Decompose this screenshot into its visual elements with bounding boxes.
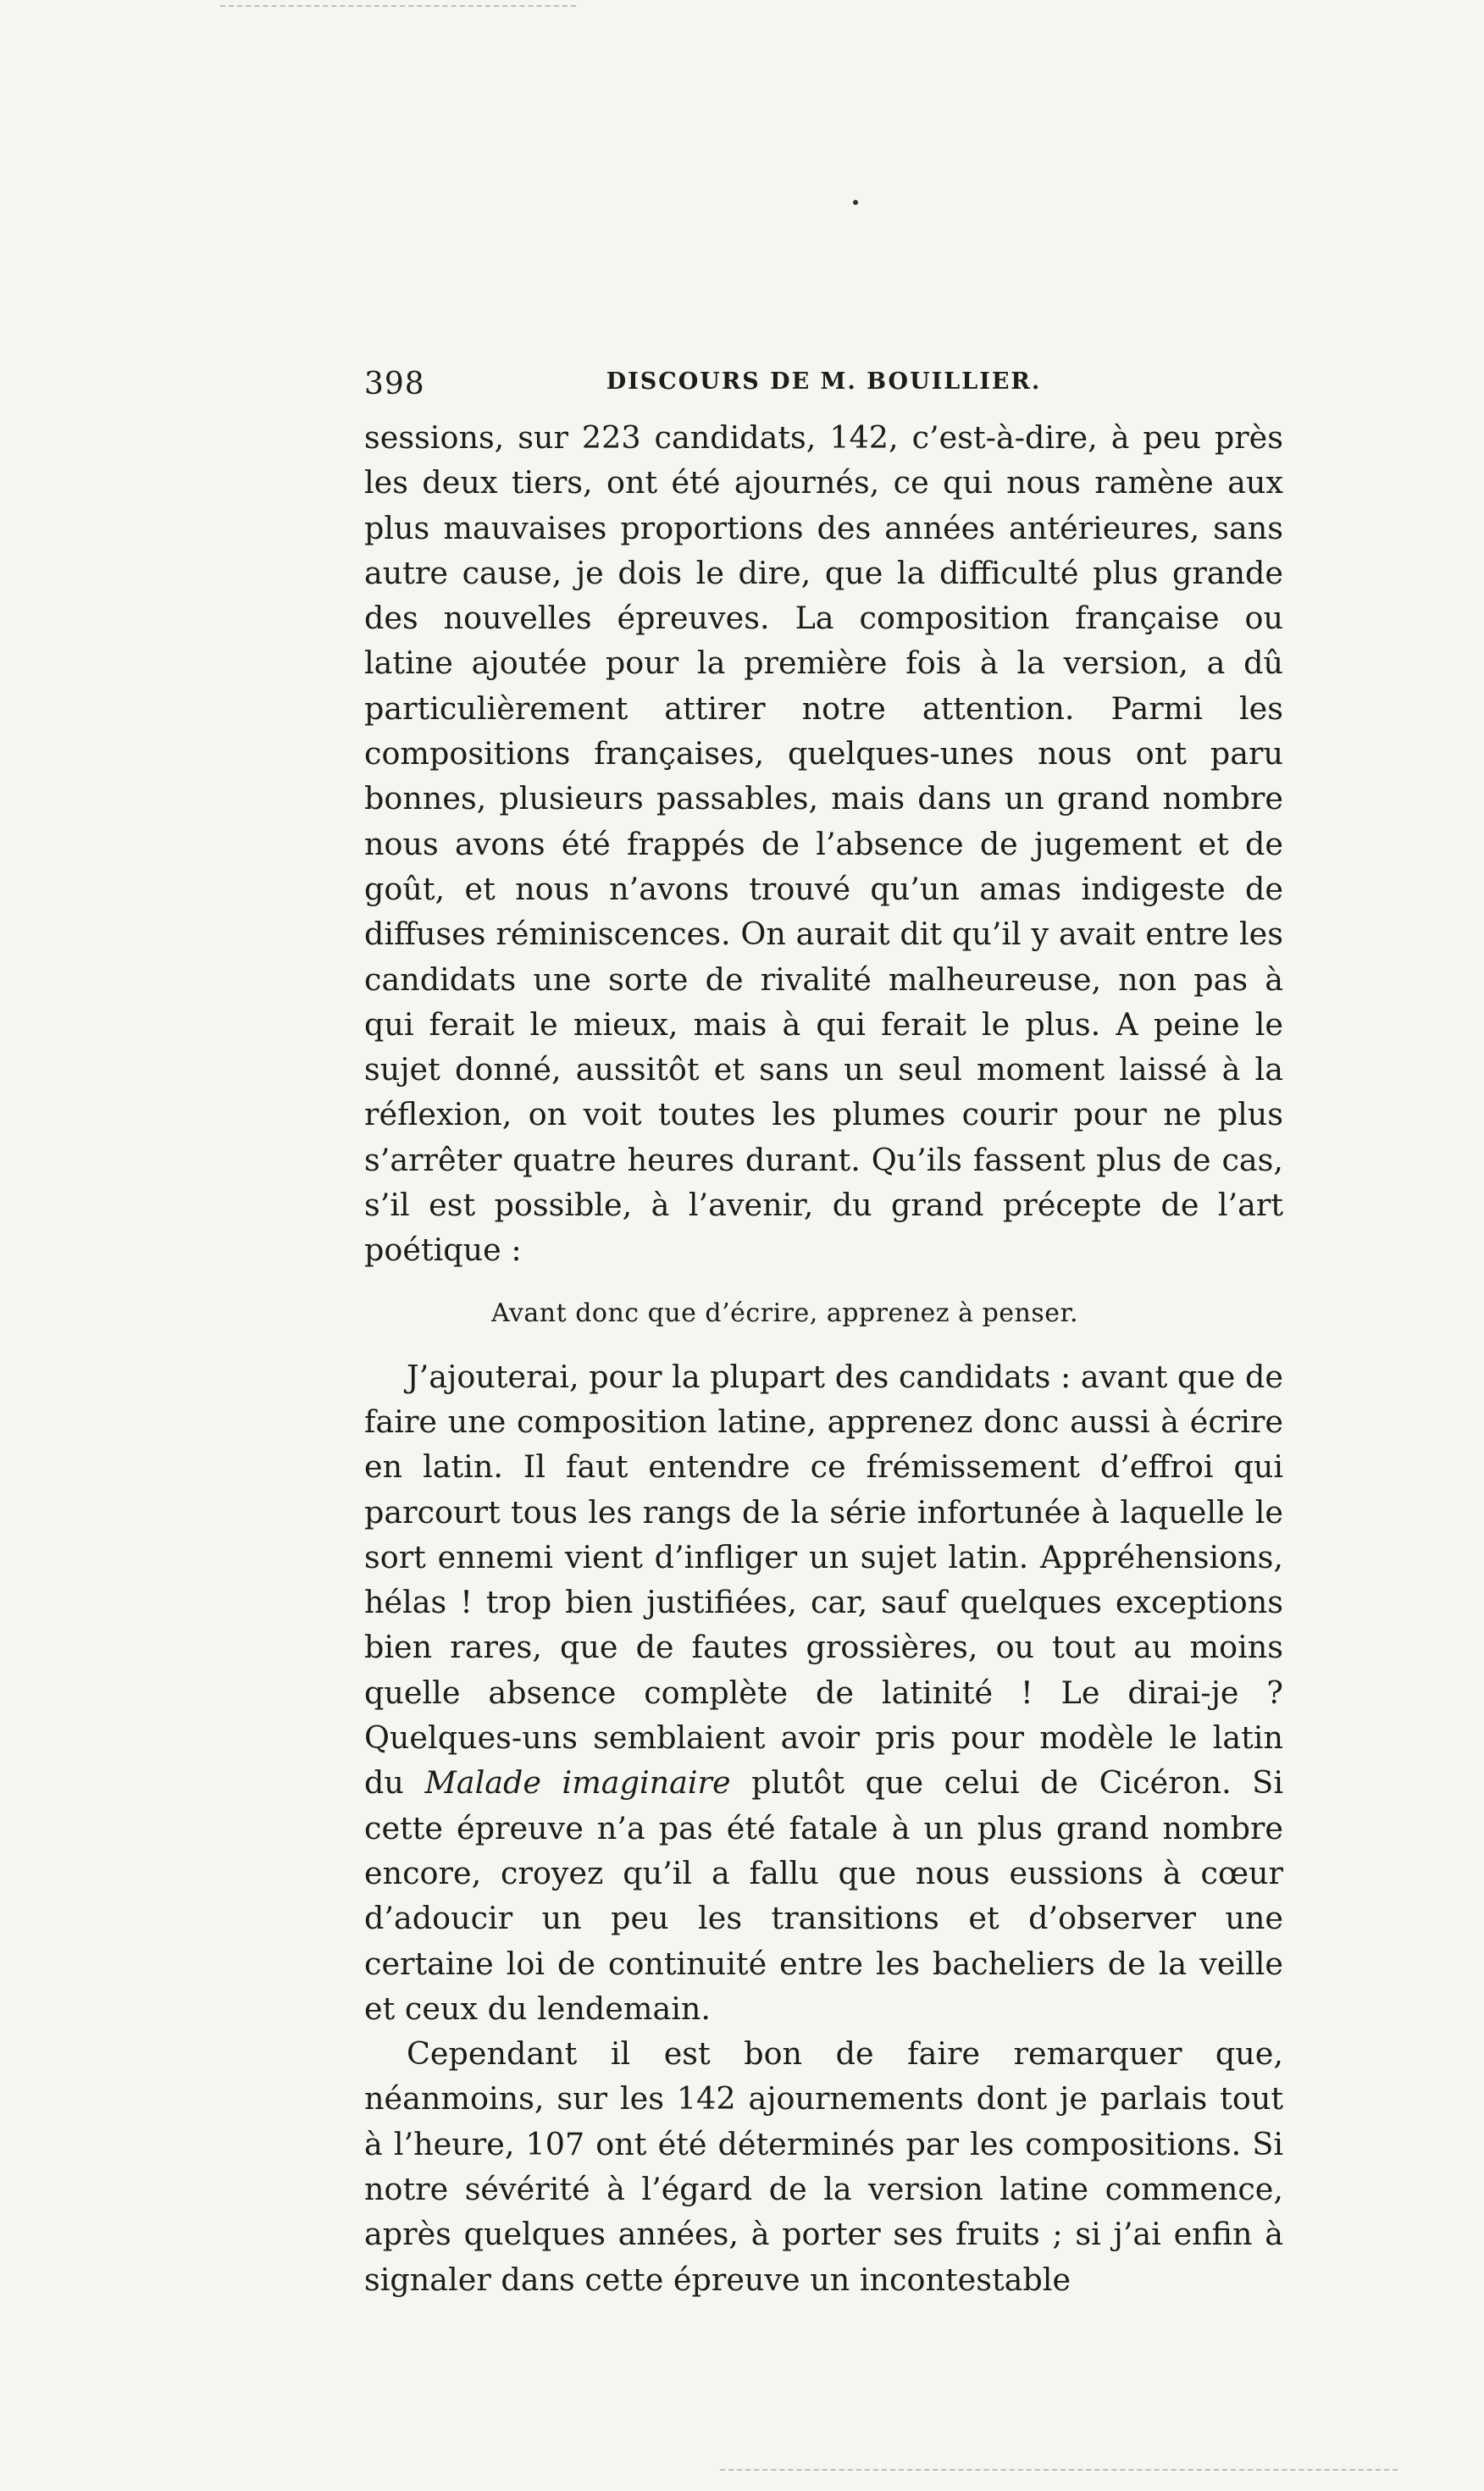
scan-edge-marks-top [220, 5, 576, 10]
page-number: 398 [364, 367, 425, 401]
page-header [364, 367, 1283, 409]
scan-speck [853, 200, 858, 205]
paragraph-2-text-b: plutôt que celui de Cicéron. Si cette épreuve n’a pas été fatale à un plus grand nombre encore, croyez qu’il a fallu que nous eussions à cœur d’adoucir un peu les transitions et d’observer une certaine loi de continuité entre les bacheliers de la veille et ceux du lendemain. [364, 1764, 1283, 2027]
verse-quotation: Avant donc que d’écrire, apprenez à penser. [491, 1298, 1079, 1328]
running-title: DISCOURS DE M. BOUILLIER. [606, 368, 1042, 395]
paragraph-2-text-a: J’ajouterai, pour la plupart des candidats : avant que de faire une composition latine, apprenez donc aussi à écrire en latin. Il faut entendre ce frémissement d’effroi qui parcourt tous les rangs de la série infortunée à laquelle le sort ennemi vient d’infliger un sujet latin. Appréhensions, hélas ! trop bien justifiées, car, sauf quelques exceptions bien rares, que de fautes grossières, ou tout au moins quelle absence complète de latinité ! Le dirai-je ? Quelques-uns semblaient avoir pris pour modèle le latin du [364, 1358, 1283, 1802]
paragraph-2-italic-title: Malade imaginaire [424, 1764, 731, 1802]
scan-edge-marks-bottom [720, 2469, 1398, 2474]
paragraph-1: sessions, sur 223 candidats, 142, c’est-à-dire, à peu près les deux tiers, ont été ajournés, ce qui nous ramène aux plus mauvaises proportions des années antérieures, sans autre cause, je dois le dire, que la difficulté plus grande des nouvelles épreuves. La composition française ou latine ajoutée pour la première fois à la version, a dû particulièrement attirer notre attention. Parmi les compositions françaises, quelques-unes nous ont paru bonnes, plusieurs passables, mais dans un grand nombre nous avons été frappés de l’absence de jugement et de goût, et nous n’avons trouvé qu’un amas indigeste de diffuses réminiscences. On aurait dit qu’il y avait entre les candidats une sorte de rivalité malheureuse, non pas à qui ferait le mieux, mais à qui ferait le plus. A peine le sujet donné, aussitôt et sans un seul moment laissé à la réflexion, on voit toutes les plumes courir pour ne plus s’arrêter quatre heures durant. Qu’ils fassent plus de cas, s’il est possible, à l’avenir, du grand précepte de l’art poétique : [364, 419, 1283, 1269]
paragraph-3: Cependant il est bon de faire remarquer que, néanmoins, sur les 142 ajournements dont je parlais tout à l’heure, 107 ont été déterminés par les compositions. Si notre sévérité à l’égard de la version latine commence, après quelques années, à porter ses fruits ; si j’ai enfin à signaler dans cette épreuve un incontestable [364, 2035, 1283, 2298]
paragraph-2 [364, 1354, 1283, 2031]
body-text [364, 415, 1283, 2302]
